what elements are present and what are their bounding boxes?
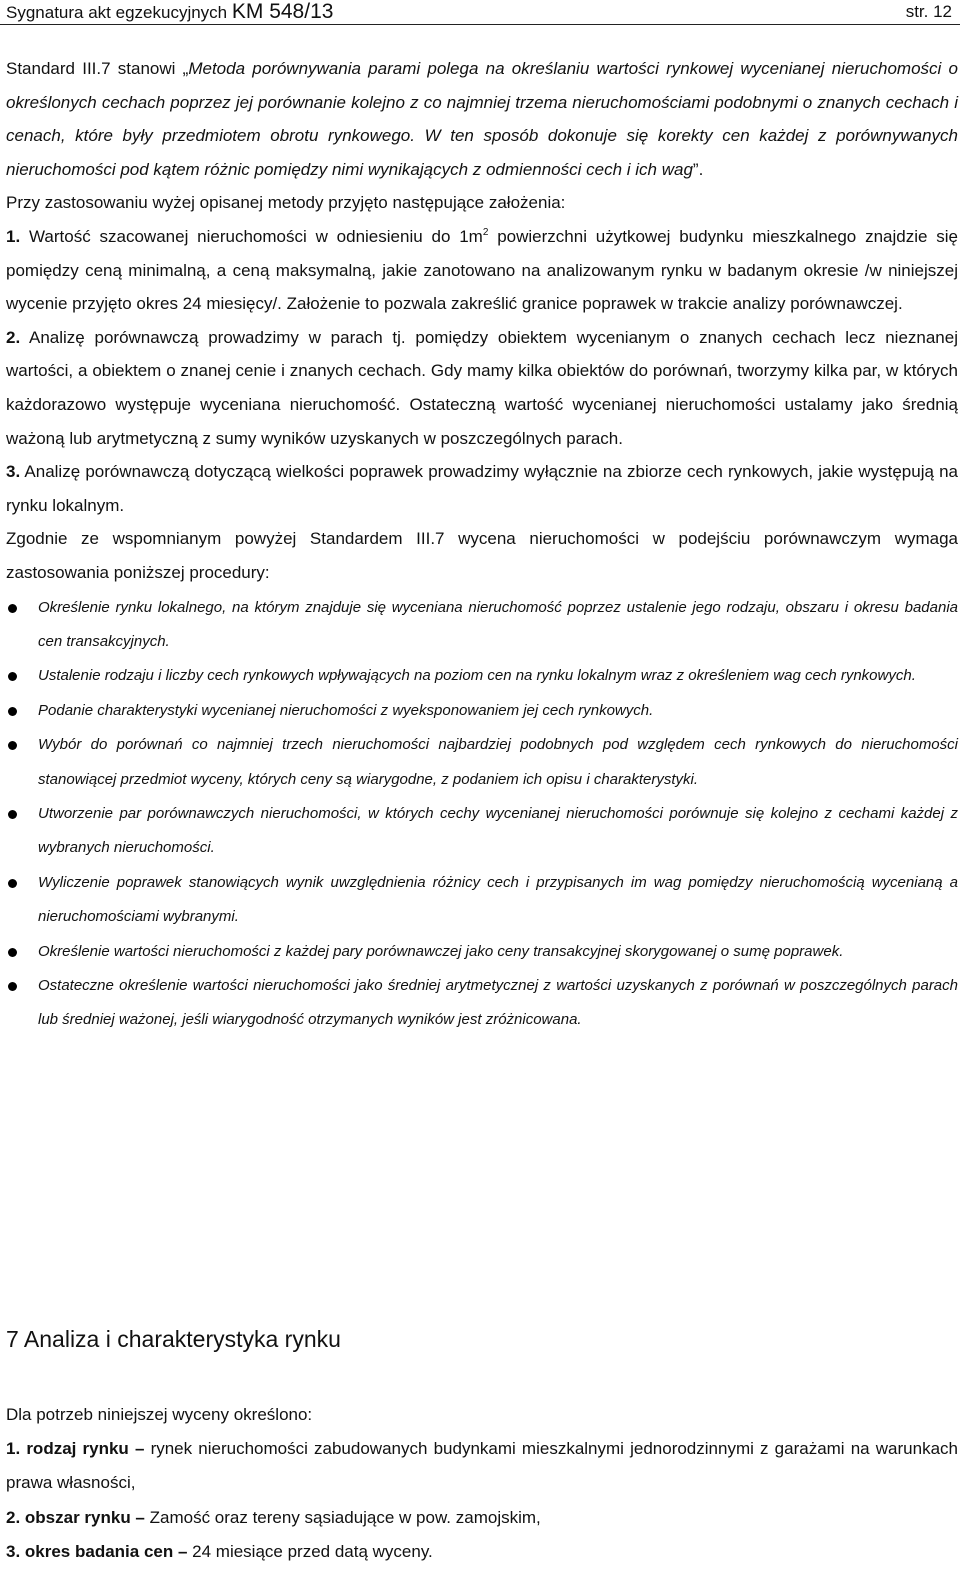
case-number: KM 548/13 — [231, 0, 334, 23]
market-item-period — [6, 1535, 958, 1569]
assumptions-intro: Przy zastosowaniu wyżej opisanej metody przyjęto następujące założenia: — [6, 193, 566, 213]
bullet-icon — [8, 604, 17, 613]
assumption-text: Analizę porównawczą dotyczącą wielkości poprawek prowadzimy wyłącznie na zbiorze cech rynkowych, jakie występują na rynku lokalnym. — [6, 462, 958, 515]
section-intro: Dla potrzeb niniejszej wyceny określono: — [6, 1405, 313, 1424]
standard-quote: Metoda porównywania parami polega na określaniu wartości rynkowej wycenianej nieruchomości o określonych cechach poprzez jej porównanie kolejno z co najmniej trzema nieruchomościami podobnymi o znanych cechach i cenach, które były przedmiotem obrotu rynkowego. W ten sposób dokonuje się korekty cen każdej z porównywanych nieruchomości pod kątem różnic pomiędzy nimi wynikających z odmienności cech i ich wag — [6, 59, 958, 179]
list-item — [6, 659, 958, 693]
assumption-number: 2. — [6, 327, 21, 347]
quote-close: ”. — [692, 159, 704, 179]
bullet-icon — [8, 810, 17, 819]
document-body — [6, 52, 958, 1038]
list-item — [6, 797, 958, 866]
superscript: 2 — [482, 226, 489, 238]
section-heading: 7 Analiza i charakterystyka rynku — [6, 1326, 341, 1352]
bullet-icon — [8, 948, 17, 957]
market-item-text: rynek nieruchomości zabudowanych budynkami mieszkalnymi jednorodzinnymi z garażami na warunkach prawa własności, — [6, 1439, 958, 1493]
list-item — [6, 728, 958, 797]
list-item-text: Ustalenie rodzaju i liczby cech rynkowych wpływających na poziom cen na rynku lokalnym wraz z określeniem wag cech rynkowych. — [38, 667, 916, 685]
assumption-3 — [6, 455, 958, 522]
page-number: str. 12 — [905, 2, 952, 21]
assumption-text: powierzchni użytkowej budynku mieszkalnego znajdzie się pomiędzy ceną minimalną, a ceną maksymalną, jakie zanotowano na analizowanym rynku w badanym okresie /w niniejszej wycenie przyjęto okres 24 miesięcy/. Założenie to pozwala zakreślić granice poprawek w trakcie analizy porównawczej. — [6, 226, 958, 314]
bullet-icon — [8, 672, 17, 681]
assumption-number: 1. — [6, 226, 21, 246]
list-item-text: Ostateczne określenie wartości nieruchomości jako średniej arytmetycznej z wartości uzyskanych z porównań w poszczególnych parach lub średniej ważonej, jeśli wiarygodność otrzymanych wyników jest zróżnicowana. — [38, 976, 958, 1029]
procedure-list — [6, 591, 958, 1038]
case-signature-label: Sygnatura akt egzekucyjnych — [6, 3, 228, 22]
market-item-text: 24 miesiące przed datą wyceny. — [187, 1541, 433, 1561]
assumption-text: Analizę porównawczą prowadzimy w parach tj. pomiędzy obiektem wycenianym o znanych cechach lecz nieznanej wartości, a obiektem o znanej cenie i znanych cechach. Gdy mamy kilka obiektów do porównań, tworzymy kilka par, w których każdorazowo występuje wyceniana nieruchomość. Ostateczną wartość wycenianej nieruchomości ustalamy jako średnią ważoną lub arytmetyczną z sumy wyników uzyskanych w poszczególnych parach. — [6, 327, 958, 448]
standard-paragraph — [6, 52, 958, 186]
case-signature — [6, 0, 333, 24]
list-item — [6, 694, 958, 728]
list-item-text: Podanie charakterystyki wycenianej nieruchomości z wyeksponowaniem jej cech rynkowych. — [38, 701, 654, 719]
assumption-2 — [6, 321, 958, 455]
procedure-intro: Zgodnie ze wspomnianym powyżej Standardem III.7 wycena nieruchomości w podejściu porównawczym wymaga zastosowania poniższej procedury: — [6, 529, 958, 582]
assumption-1 — [6, 220, 958, 321]
list-item-text: Określenie wartości nieruchomości z każdej pary porównawczej jako ceny transakcyjnej skorygowanej o sumę poprawek. — [38, 942, 844, 960]
list-item-text: Wyliczenie poprawek stanowiących wynik uwzględnienia różnicy cech i przypisanych im wag pomiędzy nieruchomością wycenianą a nieruchomościami wybranymi. — [38, 873, 958, 926]
assumption-text: Wartość szacowanej nieruchomości w odniesieniu do 1m — [20, 226, 483, 246]
bullet-icon — [8, 707, 17, 716]
market-item-label: 1. rodzaj rynku – — [6, 1439, 145, 1459]
list-item — [6, 969, 958, 1038]
standard-intro: Standard III.7 stanowi „ — [6, 59, 189, 78]
market-item-type — [6, 1432, 958, 1500]
bullet-icon — [8, 741, 17, 750]
list-item-text: Określenie rynku lokalnego, na którym znajduje się wyceniana nieruchomość poprzez ustalenie jego rodzaju, obszaru i okresu badania cen transakcyjnych. — [38, 598, 958, 650]
bullet-icon — [8, 879, 17, 888]
list-item-text: Wybór do porównań co najmniej trzech nieruchomości najbardziej podobnych pod względem cech rynkowych do nieruchomości stanowiącej przedmiot wyceny, których ceny są wiarygodne, z podaniem ich opisu i charakterystyki. — [38, 736, 958, 788]
market-item-label: 3. okres badania cen – — [6, 1541, 188, 1561]
bullet-icon — [8, 982, 17, 991]
assumption-number: 3. — [6, 462, 21, 482]
page-header — [0, 0, 960, 25]
market-analysis-section — [6, 1398, 958, 1569]
market-item-area — [6, 1501, 958, 1535]
list-item — [6, 591, 958, 660]
list-item — [6, 866, 958, 935]
list-item — [6, 935, 958, 969]
market-item-label: 2. obszar rynku – — [6, 1507, 145, 1527]
market-item-text: Zamość oraz tereny sąsiadujące w pow. zamojskim, — [144, 1507, 541, 1527]
list-item-text: Utworzenie par porównawczych nieruchomości, w których cechy wycenianej nieruchomości porównuje się kolejno z cechami każdej z wybranych nieruchomości. — [38, 804, 958, 857]
